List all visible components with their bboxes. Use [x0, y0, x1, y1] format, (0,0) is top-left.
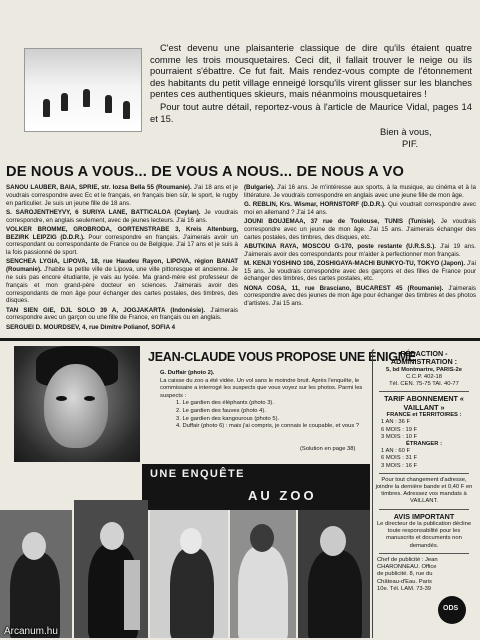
enigme-solution-note: (Solution en page 38): [300, 446, 356, 452]
france-prices: [373, 419, 475, 441]
correspondent-text: J'ai 18 ans et je voudrais correspondre avec Ec et le français, en français bien sûr, le sport, le rugby en particulier. Je suis un jeune fille de 18 ans.: [6, 184, 238, 207]
suspect-figure: [308, 550, 362, 638]
correspondent-entry: [244, 260, 476, 283]
sidebar-ccp: C.C.P. 402-18: [406, 374, 442, 381]
zoo-photo-2: [74, 500, 148, 638]
sidebar-footer: Chef de publicité : Jean CHARONNEAU. Office de publicité. 8, rue du Château-d'Eau. Paris 10e. Tél. LAM. 73-39: [377, 556, 438, 592]
suspect-figure: [238, 546, 288, 638]
price-line: 1 AN : 60 F: [381, 448, 410, 455]
zoo-photo-4: [230, 510, 296, 638]
suspect-head: [22, 532, 46, 560]
correspondent-text: Je voudrais correspondre avec un jeune de mon âge. J'ai 15 ans. J'aimerais échanger des cartes postales, des timbres, des disques, etc.: [244, 217, 476, 241]
correspondent-entry: [244, 243, 476, 259]
correspondent-text: J'ai 19 ans. J'aimerais avoir des correspondants pour m'aider à perfectionner mon français.: [244, 242, 477, 258]
tarif-heading: TARIF ABONNEMENT « VAILLANT »: [384, 394, 464, 412]
enigme-byline: G. Duffair (photo 2).: [160, 370, 215, 376]
avis-text: Le directeur de la publication décline toute responsabilité pour les manuscrits et documents non demandés.: [376, 521, 472, 549]
background-light: [124, 560, 140, 630]
sidebar-divider: [379, 509, 469, 510]
enigme-body: [160, 370, 366, 431]
enquete-line2: AU ZOO: [248, 488, 317, 503]
correspondent-name: S. SAROJENTHEYVY, 6 SURIYA LANE, BATTICALOA (Ceylan).: [6, 208, 201, 216]
skier-figure: [105, 95, 112, 113]
correspondent-name: TAN SIEN GIE, DJL SOLO 39 A, JOGJAKARTA (Indonésie).: [6, 306, 206, 314]
sidebar-divider: [379, 473, 469, 474]
suspect-head: [320, 526, 346, 556]
suspect-head: [100, 522, 124, 550]
suspect-figure: [170, 548, 214, 638]
correspondent-text: J'ai 16 ans. Je m'intéresse aux sports, à la musique, au cinéma et à la littérature. Je voudrais correspondre en anglais avec une jeune fille de mon âge.: [244, 184, 476, 199]
sidebar-address: 5, bd Montmartre, PARIS-2e: [386, 366, 462, 373]
correspondent-name: M. KENJI YOSHINO 106, ZOSHIGAYA-MACHI BUNKYO-TU, TOKYO (Japon).: [244, 259, 466, 267]
face-shape: [44, 364, 108, 448]
price-line: 6 MOIS : 19 F: [381, 426, 418, 433]
enigme-answer: 4. Duffair (photo 6) : mais j'ai compris, je connais le coupable, et vous ?: [176, 423, 360, 430]
boy-portrait-photo: [14, 346, 140, 462]
enigme-answer: 2. Le gardien des fauves (photo 4).: [176, 407, 266, 414]
correspondent-text: J'habite la petite ville de Lipova, une ville pittoresque et ancienne. Je ne suis pas encore étudiante, je vais au lycée. Ma grand-mère est professeur de français et mon grand-père docteur en sciences. J'aimerais avoir des correspondants de mon âge pour échanger des cartes postales, des timbres, des disques.: [6, 266, 238, 305]
correspondent-entry: [244, 184, 476, 200]
correspondent-name: G. REBLIN, Krs. Wismar, HORNSTORF (D.D.R.).: [244, 200, 386, 208]
enquete-line1: UNE ENQUÊTE: [150, 468, 245, 480]
zoo-photo-5: [298, 510, 370, 638]
enigme-answer: 3. Le gardien des kangourous (photo 5).: [176, 415, 280, 422]
price-line: 3 MOIS : 10 F: [381, 433, 418, 440]
correspondent-entry: [6, 226, 238, 257]
correspondent-entry: [244, 218, 476, 241]
correspondents-left-column: [6, 184, 238, 333]
sidebar-notes: Pour tout changement d'adresse, joindre la dernière bande et 0,40 F en timbres. Adressez vos mandats à VAILLANT.: [375, 476, 473, 505]
correspondents-right-column: [244, 184, 476, 309]
signature: PIF.: [402, 137, 419, 149]
ods-logo: [438, 596, 466, 624]
skier-figure: [43, 99, 50, 117]
correspondent-name: ABUTKINA RAYA, MOSCOU G-170, poste restante (U.R.S.S.).: [244, 242, 437, 250]
sidebar-phone: Tél. CEN. 75-75 TAI. 40-77: [389, 381, 459, 388]
correspondent-text: J'aimerais correspondre avec un garçon ou une fille de France, en français ou en anglais.: [6, 306, 238, 322]
watermark: Arcanum.hu: [4, 626, 58, 637]
correspondent-entry: [6, 184, 238, 207]
correspondent-entry: [6, 209, 238, 225]
sidebar-divider: [379, 553, 469, 554]
correspondent-text: Qui voudrait correspondre avec moi en allemand ? J'ai 14 ans.: [244, 200, 476, 216]
correspondent-name: JOUNI BOUJEMAA, 37 rue de Toulouse, TUNIS (Tunisie).: [244, 217, 436, 225]
logo-text: ODS: [443, 605, 459, 612]
etranger-prices: [373, 448, 475, 470]
signoff-line: Bien à vous,: [380, 126, 432, 137]
correspondent-text: J'aimerais correspondre avec des jeunes de mon âge pour échanger des timbres et des photos d'artistes. J'ai 15 ans.: [244, 284, 476, 308]
correspondent-name: NONA COSA, 11, rue Brasciano, BUCAREST 45 (Roumanie).: [244, 284, 444, 292]
correspondent-name: SERGUEI D. MOURDSEV, 4, rue Dimitre Polianof, SOFIA 4: [6, 323, 176, 331]
correspondent-entry: [6, 324, 238, 332]
correspondent-entry: [244, 285, 476, 308]
correspondent-entry: [6, 307, 238, 323]
section-banner: DE NOUS A VOUS... DE VOUS A NOUS... DE NOUS A VO: [6, 164, 405, 180]
correspondent-name: (Bulgarie).: [244, 184, 275, 191]
correspondent-name: SENCHEA LYGIA, LIPOVA, 18, rue Haudeu Rayon, LIPOVA, région BANAT (Roumanie).: [6, 258, 238, 274]
signoff: [380, 126, 470, 149]
section-divider: [0, 338, 480, 341]
avis-heading: AVIS IMPORTANT: [393, 511, 455, 521]
price-line: 3 MOIS : 16 F: [381, 462, 418, 469]
price-line: 1 AN : 36 F: [381, 419, 410, 426]
enigme-title: JEAN-CLAUDE VOUS PROPOSE UNE ÉNIGME: [148, 350, 417, 364]
etranger-label: ÉTRANGER :: [405, 441, 443, 448]
intro-text: [150, 42, 472, 124]
skier-figure: [83, 89, 90, 107]
intro-paragraph: C'est devenu une plaisanterie classique de dire qu'ils étaient quatre comme les trois mousquetaires. Ceci dit, il fallait trouver le neige ou ils pourraient s'ébattre. Ce fut fait. Mais rendez-vous compte de l'étonnement des habitants du petit village enneigé lorsqu'ils virent glisser sur les blanches pentes ces authentiques skieurs, mais néanmoins mousquetaires !: [150, 42, 472, 100]
suspect-head: [250, 524, 274, 552]
correspondent-text: J'ai 15 ans. Je voudrais correspondre avec des garçons et des filles de France pour échanger des timbres, des cartes postales, etc.: [244, 259, 476, 283]
suspect-head: [180, 528, 202, 554]
correspondent-text: Je voudrais correspondre, en anglais seulement, avec de jeunes lecteurs. J'ai 16 ans.: [6, 208, 238, 224]
sidebar-heading: RÉDACTION - ADMINISTRATION :: [390, 349, 458, 367]
skier-figure: [123, 101, 130, 119]
correspondent-text: Pour correspondre en français. J'aimerais avoir un correspondant ou correspondante de France ou de Belgique. J'ai 17 ans et je suis à la fois passionné de sport.: [6, 233, 238, 257]
eye-shape: [56, 396, 67, 401]
enigme-text: La caisse du zoo a été vidée. Un vol sans le moindre bruit. Après l'enquête, le commissaire a interrogé les suspects que vous voyez sur les photos. Parmi les suspects :: [160, 377, 363, 399]
correspondent-entry: [244, 201, 476, 217]
price-line: 6 MOIS : 31 F: [381, 455, 418, 462]
intro-reference: Pour tout autre détail, reportez-vous à l'article de Maurice Vidal, pages 14 et 15.: [150, 100, 472, 124]
zoo-photo-3: [150, 510, 228, 638]
correspondent-entry: [6, 258, 238, 305]
skiing-musketeers-photo: [24, 48, 142, 132]
skier-figure: [61, 93, 68, 111]
enigme-answer: 1. Le gardien des éléphants (photo 3).: [176, 400, 274, 407]
subscription-sidebar: [372, 350, 475, 638]
zoo-photo-1: [0, 510, 72, 638]
sidebar-divider: [379, 391, 469, 392]
correspondent-name: SANOU LAUBER, BAIA, SPRIE, str. Iozsa Bella 55 (Roumanie).: [6, 184, 192, 191]
eye-shape: [84, 396, 95, 401]
france-label: FRANCE et TERRITOIRES :: [386, 412, 462, 419]
correspondent-name: VOLKER BROMME, GROBRODA, GORTENSTRABE 3, Kreis Altenburg, BEZIRK LEIPZIG (D.D.R.).: [6, 225, 238, 241]
